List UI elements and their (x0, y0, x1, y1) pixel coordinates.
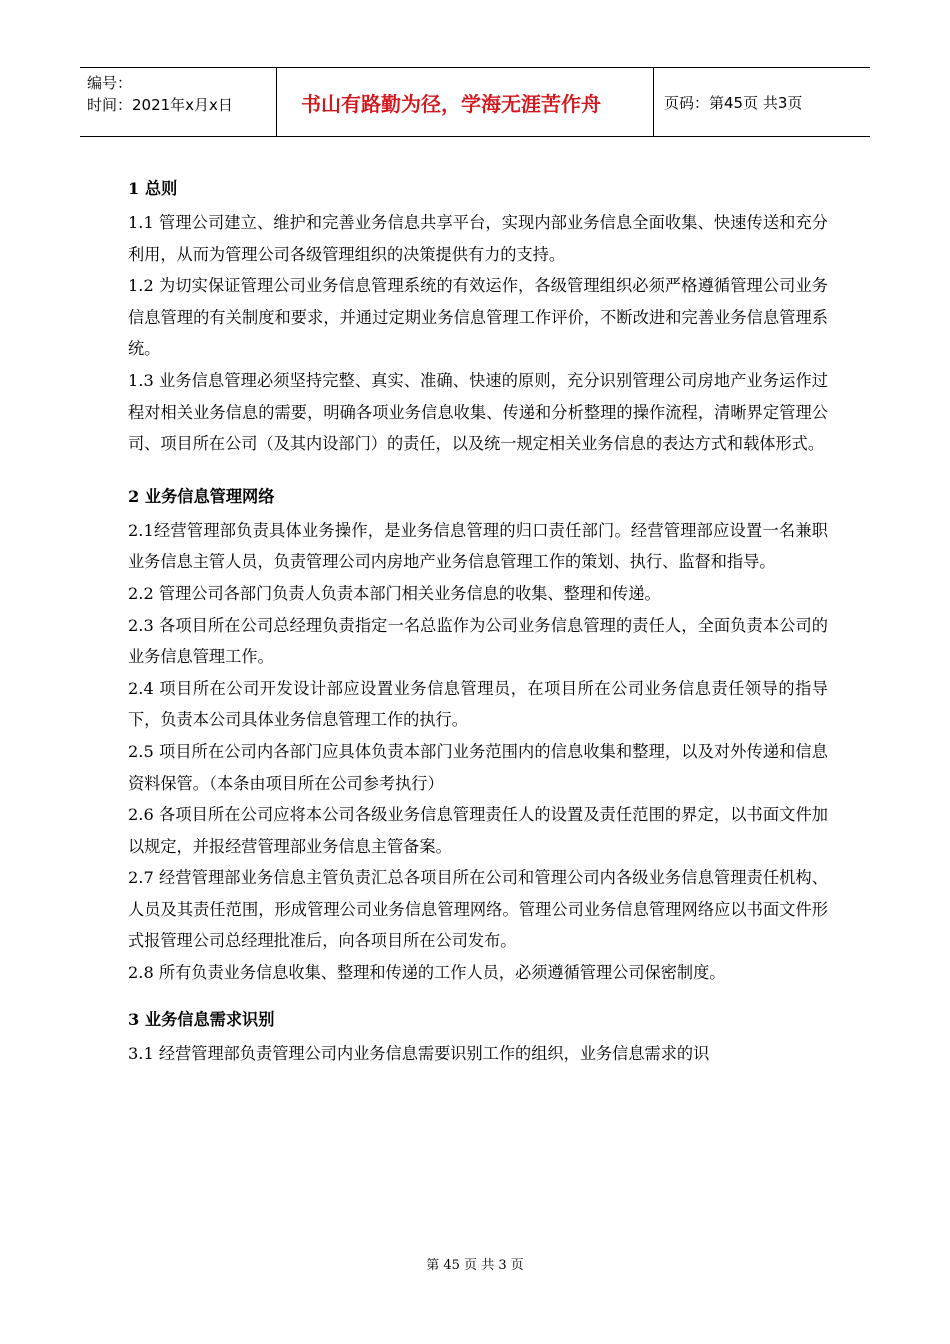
section-title: 3 业务信息需求识别 (128, 1009, 275, 1029)
paragraph: 1.2 为切实保证管理公司业务信息管理系统的有效运作，各级管理组织必须严格遵循管理公司业务信息管理的有关制度和要求，并通过定期业务信息管理工作评价，不断改进和完善业务信息管理系统。 (128, 276, 828, 359)
paragraph: 2.3 各项目所在公司总经理负责指定一名总监作为公司业务信息管理的责任人，全面负责本公司的业务信息管理工作。 (128, 615, 828, 667)
paragraph: 2.1经营管理部负责具体业务操作，是业务信息管理的归口责任部门。经营管理部应设置一名兼职业务信息主管人员，负责管理公司内房地产业务信息管理工作的策划、执行、监督和指导。 (128, 520, 828, 572)
header-motto: 书山有路勤为径，学海无涯苦作舟 (277, 68, 654, 136)
paragraph: 2.7 经营管理部业务信息主管负责汇总各项目所在公司和管理公司内各级业务信息管理责任机构、人员及其责任范围，形成管理公司业务信息管理网络。管理公司业务信息管理网络应以书面文件形式报管理公司总经理批准后，向各项目所在公司发布。 (128, 868, 828, 951)
header-meta (80, 68, 277, 136)
time-label: 时间：2021年x月x日 (87, 96, 233, 114)
code-label: 编号： (87, 74, 133, 92)
section-requirements (128, 1001, 828, 1070)
section-title: 1 总则 (128, 179, 178, 198)
paragraph: 2.2 管理公司各部门负责人负责本部门相关业务信息的收集、整理和传递。 (128, 583, 661, 603)
document-body (128, 170, 828, 1069)
paragraph: 1.1 管理公司建立、维护和完善业务信息共享平台，实现内部业务信息全面收集、快速传送和充分利用，从而为管理公司各级管理组织的决策提供有力的支持。 (128, 213, 828, 264)
paragraph: 3.1 经营管理部负责管理公司内业务信息需要识别工作的组织，业务信息需求的识 (128, 1043, 710, 1063)
section-network (128, 478, 828, 989)
section-general (128, 170, 828, 460)
paragraph: 2.5 项目所在公司内各部门应具体负责本部门业务范围内的信息收集和整理，以及对外传递和信息资料保管。（本条由项目所在公司参考执行） (128, 741, 828, 793)
paragraph: 2.4 项目所在公司开发设计部应设置业务信息管理员，在项目所在公司业务信息责任领导的指导下，负责本公司具体业务信息管理工作的执行。 (128, 678, 828, 730)
paragraph: 2.6 各项目所在公司应将本公司各级业务信息管理责任人的设置及责任范围的界定，以书面文件加以规定，并报经营管理部业务信息主管备案。 (128, 805, 828, 856)
page-header (80, 67, 870, 137)
header-page-info: 页码：第45页 共3页 (664, 93, 803, 112)
page-footer: 第 45 页 共 3 页 (426, 1258, 524, 1273)
paragraph: 1.3 业务信息管理必须坚持完整、真实、准确、快速的原则，充分识别管理公司房地产业务运作过程对相关业务信息的需要，明确各项业务信息收集、传递和分析整理的操作流程，清晰界定管理公司、项目所在公司（及其内设部门）的责任，以及统一规定相关业务信息的表达方式和载体形式。 (128, 370, 828, 454)
section-title: 2 业务信息管理网络 (128, 486, 275, 506)
paragraph: 2.8 所有负责业务信息收集、整理和传递的工作人员，必须遵循管理公司保密制度。 (128, 963, 726, 983)
